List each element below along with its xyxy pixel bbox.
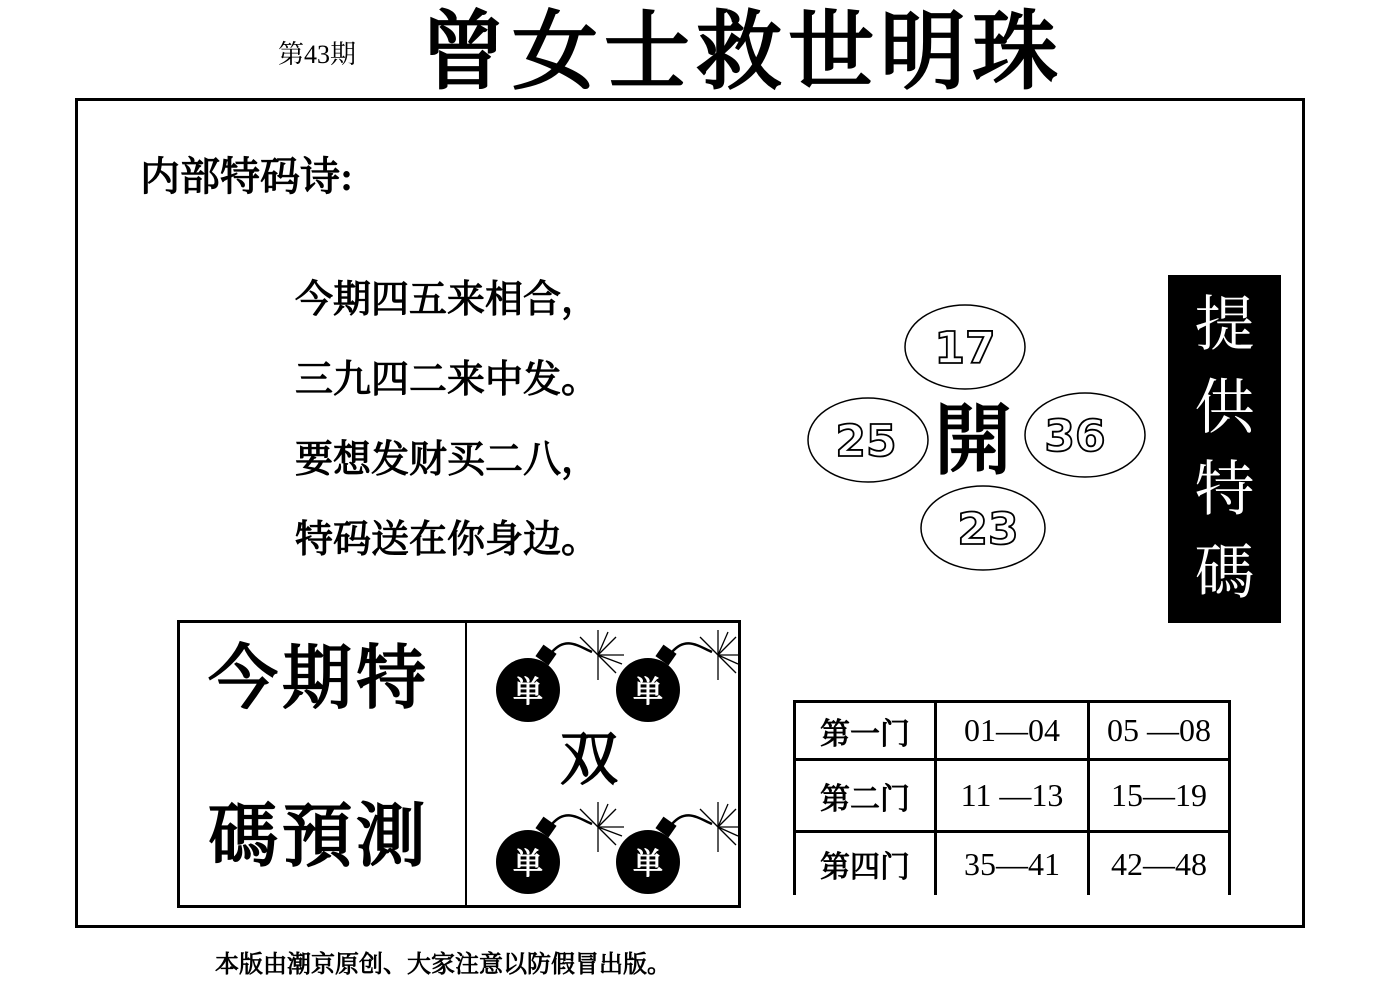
poem-heading: 内部特码诗: xyxy=(140,154,354,199)
banner-char-1: 提 xyxy=(1194,289,1255,360)
range-cell: 15—19 xyxy=(1089,760,1230,832)
bomb-icon xyxy=(496,630,624,722)
table-row xyxy=(795,832,1230,896)
prediction-label-line-2: 碼預測 xyxy=(208,799,430,876)
spark-icon xyxy=(580,630,624,680)
center-character: 開 xyxy=(933,396,1013,486)
number-left: 25 xyxy=(835,416,897,467)
gate-label: 第四门 xyxy=(795,832,936,896)
number-ranges-table xyxy=(793,700,1231,895)
numbers-diagram xyxy=(800,295,1150,585)
range-cell: 42—48 xyxy=(1089,832,1230,896)
footer-notice: 本版由潮京原创、大家注意以防假冒出版。 xyxy=(215,952,671,978)
number-right: 36 xyxy=(1044,411,1106,462)
page-title: 曾女士救世明珠 xyxy=(420,4,1064,100)
poem-line-4: 特码送在你身边。 xyxy=(295,519,600,561)
gate-label: 第一门 xyxy=(795,702,936,760)
bomb-label-1: 単 xyxy=(513,675,543,710)
banner-char-3: 特 xyxy=(1194,455,1255,526)
prediction-result: 双 xyxy=(560,727,619,792)
table-row xyxy=(795,760,1230,832)
range-cell: 11 —13 xyxy=(936,760,1089,832)
number-bottom: 23 xyxy=(957,504,1019,555)
bomb-label-3: 単 xyxy=(513,847,543,882)
banner-char-4: 碼 xyxy=(1194,538,1255,609)
poem-line-2: 三九四二来中发。 xyxy=(295,359,600,401)
table-row xyxy=(795,702,1230,760)
prediction-label-line-1: 今期特 xyxy=(208,641,430,718)
gate-label: 第二门 xyxy=(795,760,936,832)
issue-number: 第43期 xyxy=(278,40,357,69)
bomb-label-4: 単 xyxy=(633,847,663,882)
spark-icon xyxy=(700,630,739,680)
side-banner xyxy=(1168,275,1281,623)
spark-icon xyxy=(700,802,739,852)
banner-char-2: 供 xyxy=(1194,372,1255,443)
range-cell: 01—04 xyxy=(936,702,1089,760)
spark-icon xyxy=(580,802,624,852)
bomb-icon xyxy=(616,802,739,894)
number-top: 17 xyxy=(934,323,996,374)
bomb-label-2: 単 xyxy=(633,675,663,710)
range-cell: 35—41 xyxy=(936,832,1089,896)
poem-line-1: 今期四五来相合， xyxy=(295,279,600,321)
bomb-icon xyxy=(496,802,624,894)
range-cell: 05 —08 xyxy=(1089,702,1230,760)
poem-line-3: 要想发财买二八， xyxy=(295,439,600,481)
bomb-icon xyxy=(616,630,739,722)
